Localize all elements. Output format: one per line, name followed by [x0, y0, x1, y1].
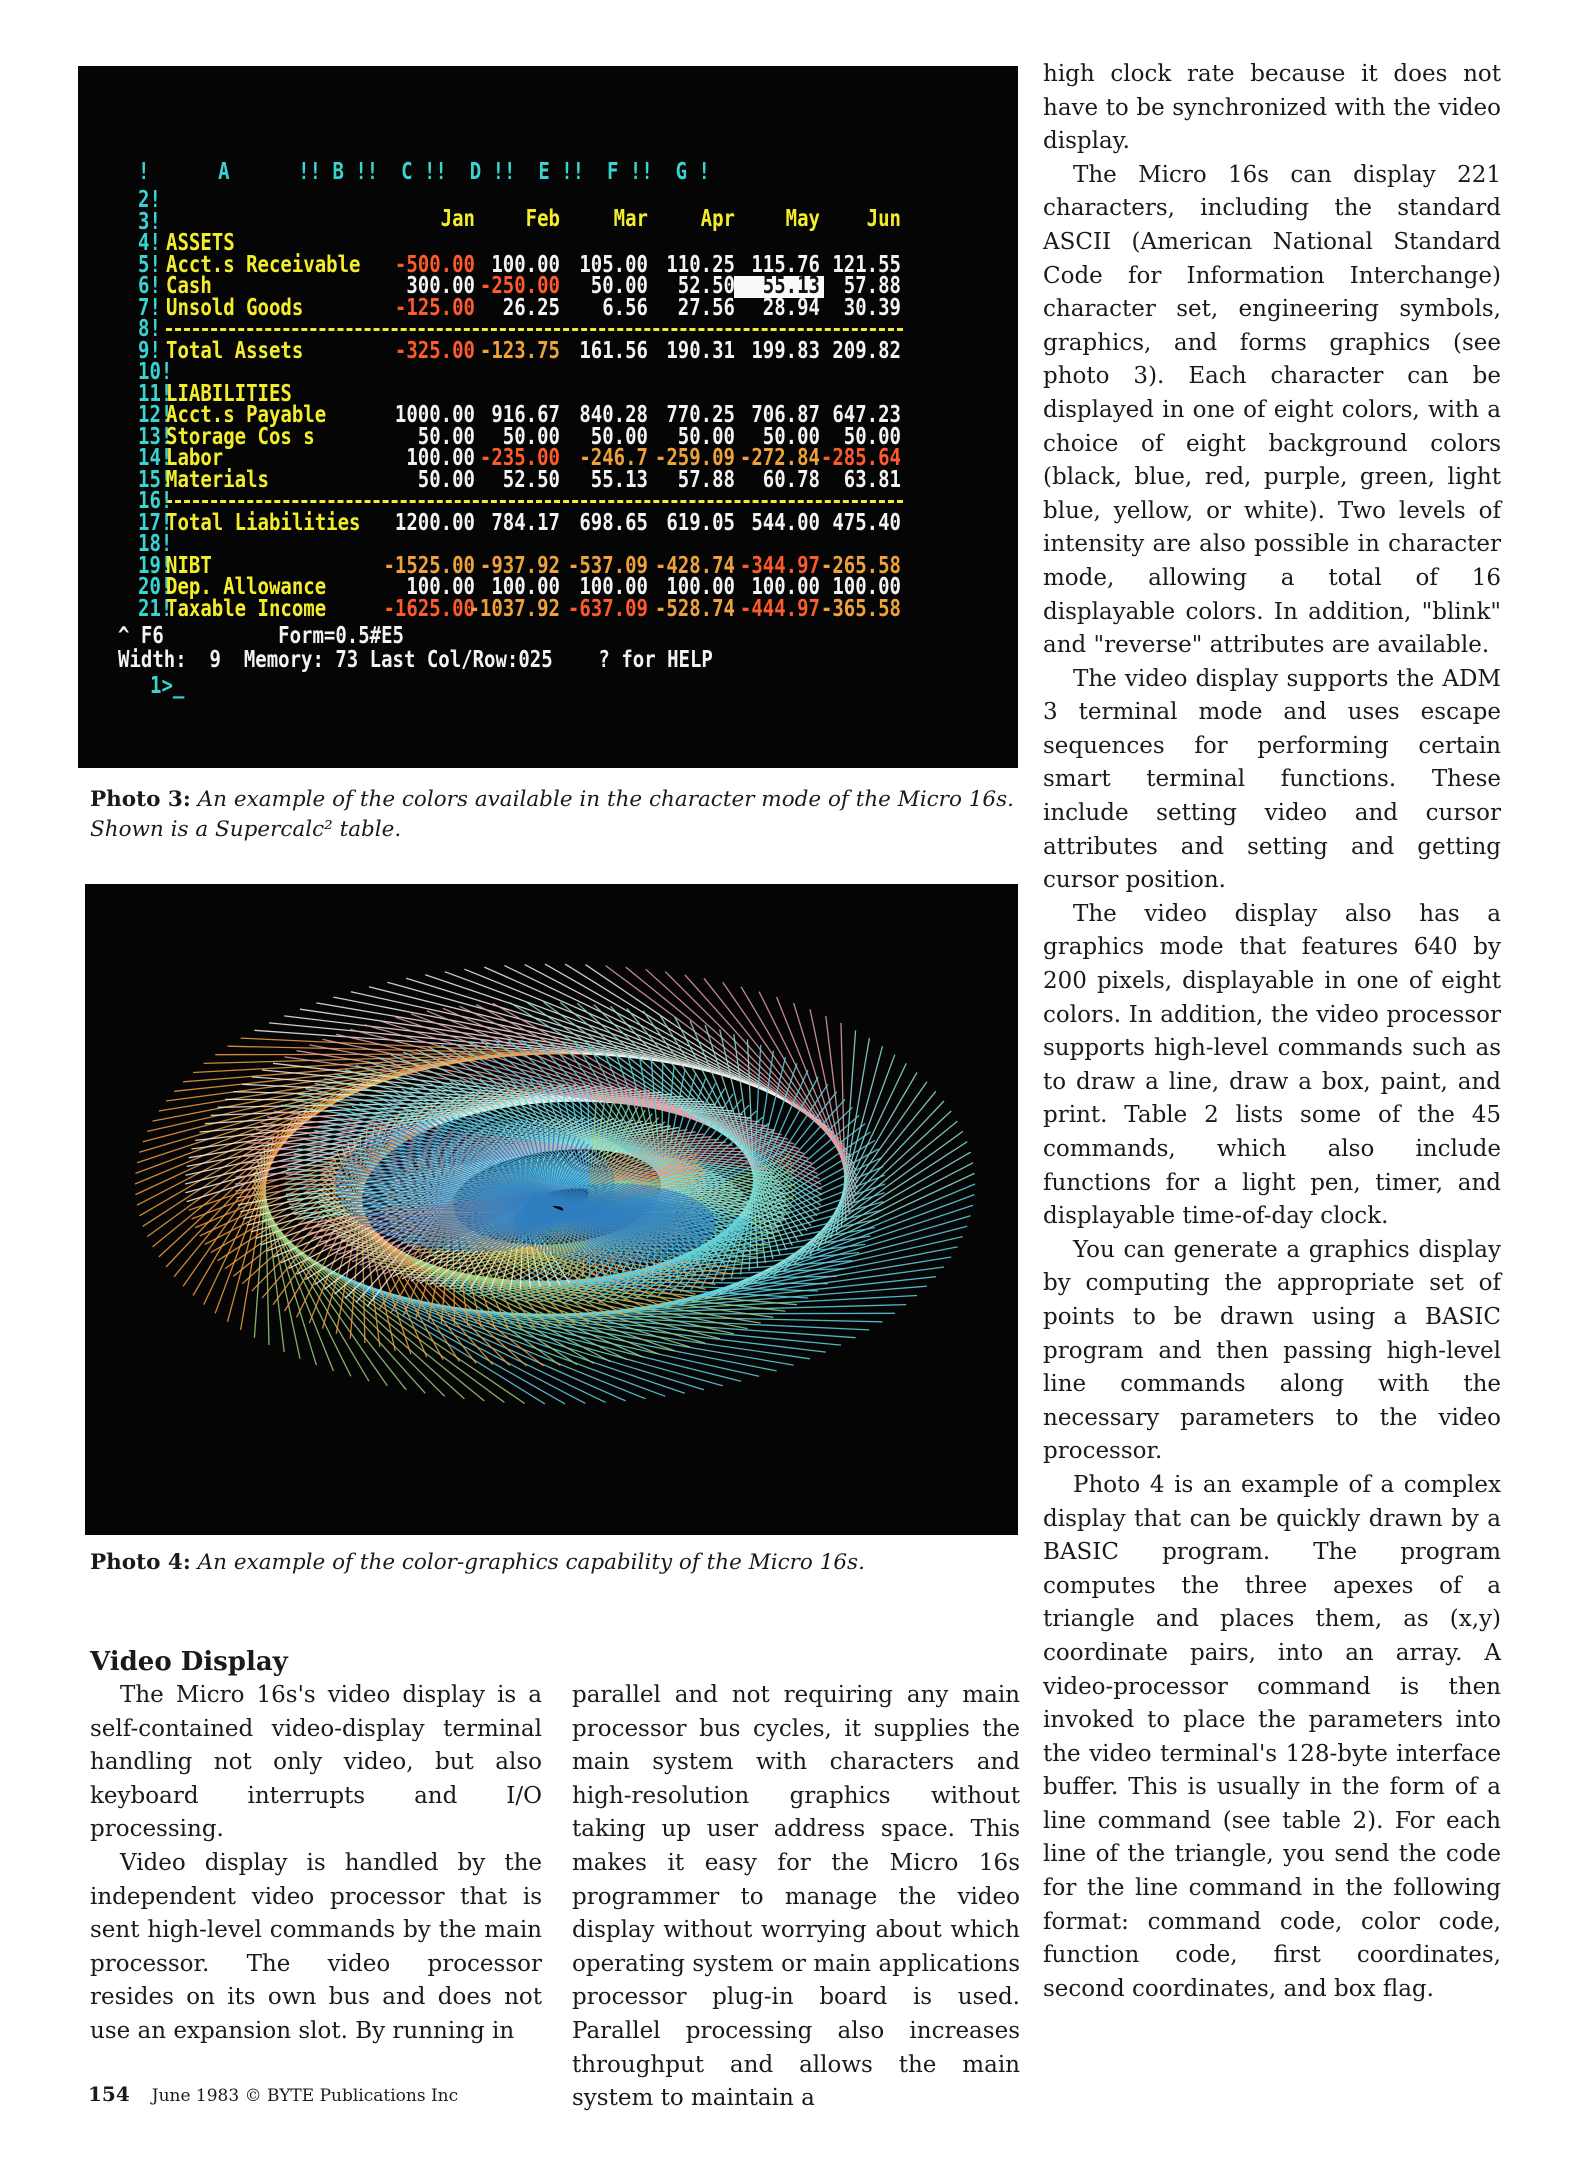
- section-heading: Video Display: [90, 1647, 288, 1677]
- cell-value: 50.00: [762, 423, 820, 450]
- page-number: 154: [88, 2082, 130, 2106]
- cell-value: 698.65: [579, 509, 648, 536]
- cell-value: 190.31: [666, 337, 735, 364]
- command-prompt: [150, 672, 185, 700]
- row-number: 8!: [138, 315, 161, 343]
- cell-value: 30.39: [843, 294, 901, 321]
- cell-value: -325.00: [394, 337, 475, 364]
- cell-value: 619.05: [666, 509, 735, 536]
- left-column-text: [90, 1645, 542, 2049]
- row-number: 15!: [138, 466, 173, 493]
- cell-value: 27.56: [677, 294, 735, 321]
- month-header: Apr: [700, 205, 735, 233]
- cell-value: 50.00: [417, 423, 475, 450]
- cell-value: 840.28: [579, 401, 648, 429]
- month-header: Feb: [525, 205, 560, 233]
- status-line-1-text: ^ F6 Form=0.5#E5: [118, 622, 404, 650]
- caption-label: Photo 3:: [90, 787, 191, 812]
- row-number: 6!: [138, 272, 161, 300]
- month-header: Mar: [613, 205, 648, 233]
- row-label: LIABILITIES: [166, 380, 292, 407]
- paragraph: The video display also has a graphics mode that features 640 by 200 pixels, displayable in one of eight colors. In addition, the video processor supports high-level commands such as to draw a line, draw a box, paint, and print. Table 2 lists some of the 45 commands, which also include functions for a light pen, timer, and displayable time-of-day clock.: [1043, 900, 1501, 1230]
- cell-value: 100.00: [491, 251, 560, 278]
- separator-line: [166, 328, 903, 331]
- caption-text: An example of the color-graphics capability of the Micro 16s.: [197, 1550, 865, 1575]
- cell-value: -1625.00: [383, 595, 475, 622]
- cell-value: 100.00: [406, 573, 475, 601]
- cell-value: -528.74: [654, 595, 735, 622]
- cell-value: 300.00: [406, 272, 475, 300]
- cell-value: 100.00: [406, 444, 475, 472]
- command-prompt-text: 1>_: [150, 672, 185, 700]
- cell-value: 6.56: [602, 294, 648, 321]
- row-number: 18!: [138, 530, 173, 558]
- month-header: Jun: [866, 205, 901, 233]
- cell-value: 544.00: [751, 509, 820, 536]
- cell-value: -272.84: [739, 444, 820, 472]
- cell-value: -265.58: [820, 552, 901, 579]
- cell-value: 647.23: [832, 401, 901, 429]
- cell-value: 105.00: [579, 251, 648, 278]
- status-line-2-text: Width: 9 Memory: 73 Last Col/Row:025 ? for HELP: [118, 646, 713, 674]
- cell-value: -365.58: [820, 595, 901, 622]
- cell-value: 115.76: [751, 251, 820, 278]
- row-label: ASSETS: [166, 229, 235, 257]
- paragraph: The video display supports the ADM 3 terminal mode and uses escape sequences for performing certain smart terminal functions. These include setting video and cursor attributes and setting and getting cursor position.: [1043, 665, 1501, 894]
- cell-value: 52.50: [502, 466, 560, 493]
- cell-value: -500.00: [394, 251, 475, 278]
- cell-value: 50.00: [677, 423, 735, 450]
- row-number: 10!: [138, 358, 173, 386]
- cell-value: -537.09: [567, 552, 648, 579]
- row-number: 13!: [138, 423, 173, 450]
- photo-3-caption: [90, 785, 1020, 845]
- cell-value: 50.00: [590, 423, 648, 450]
- row-label: Unsold Goods: [166, 294, 304, 321]
- cell-value: 57.88: [677, 466, 735, 493]
- cell-value: 50.00: [590, 272, 648, 300]
- row-label: Storage Cos s: [166, 423, 315, 450]
- paragraph: You can generate a graphics display by computing the appropriate set of points to be drawn using a BASIC program and then passing high-level line commands along with the necessary parameters to the video processor.: [1043, 1236, 1501, 1465]
- photo-4-graphics: [85, 884, 1018, 1535]
- cell-value: 100.00: [491, 573, 560, 601]
- paragraph: parallel and not requiring any main processor bus cycles, it supplies the main system with characters and high-resolution graphics without taking up user address space. This makes it easy for the Micro 16s programmer to manage the video display without worrying about which operating system or main applications processor plug-in board is used. Parallel processing also increases throughput and allows the main system to maintain a: [572, 1682, 1020, 2112]
- row-label: Acct.s Receivable: [166, 251, 361, 278]
- cell-value: -125.00: [394, 294, 475, 321]
- row-number: 2!: [138, 186, 161, 214]
- cell-value: 100.00: [751, 573, 820, 601]
- row-number: 9!: [138, 337, 161, 364]
- right-column-text: [1043, 58, 1501, 2006]
- cell-value: -259.09: [654, 444, 735, 472]
- cell-value: 60.78: [762, 466, 820, 493]
- cell-value: -937.92: [479, 552, 560, 579]
- cell-value: -428.74: [654, 552, 735, 579]
- cell-value: 161.56: [579, 337, 648, 364]
- caption-text: An example of the colors available in the character mode of the Micro 16s. Shown is a Supercalc² table.: [90, 787, 1014, 842]
- row-label: Dep. Allowance: [166, 573, 327, 601]
- cell-value: 1000.00: [394, 401, 475, 429]
- cell-value: -1037.92: [468, 595, 560, 622]
- cell-value: 784.17: [491, 509, 560, 536]
- paragraph: The Micro 16s's video display is a self-contained video-display terminal handling not only video, but also keyboard interrupts and I/O processing.: [90, 1682, 542, 1843]
- row-label: Materials: [166, 466, 269, 493]
- photo-3-spreadsheet: [78, 66, 1018, 768]
- separator-line: [166, 500, 903, 503]
- row-label: Labor: [166, 444, 224, 472]
- row-label: Taxable Income: [166, 595, 327, 622]
- column-header: [138, 158, 710, 186]
- cell-value: -1525.00: [383, 552, 475, 579]
- row-number: 21!: [138, 595, 173, 622]
- row-number: 7!: [138, 294, 161, 321]
- row-number: 12!: [138, 401, 173, 429]
- middle-column-text: [572, 1679, 1020, 2116]
- row-label: Total Assets: [166, 337, 304, 364]
- cell-value: 1200.00: [394, 509, 475, 536]
- status-line-1: [118, 622, 404, 650]
- status-line-2: [118, 646, 713, 674]
- caption-label: Photo 4:: [90, 1550, 191, 1575]
- row-number: 11!: [138, 380, 173, 407]
- row-number: 16!: [138, 487, 173, 515]
- page-footer: [88, 2082, 458, 2106]
- cell-value: 916.67: [491, 401, 560, 429]
- cell-value: 26.25: [502, 294, 560, 321]
- cell-value: 706.87: [751, 401, 820, 429]
- cell-value: -344.97: [739, 552, 820, 579]
- cell-value: -285.64: [820, 444, 901, 472]
- row-number: 19!: [138, 552, 173, 579]
- row-label: Total Liabilities: [166, 509, 361, 536]
- cell-value: 100.00: [832, 573, 901, 601]
- cell-value: 50.00: [502, 423, 560, 450]
- cell-value: 100.00: [579, 573, 648, 601]
- cell-value: 110.25: [666, 251, 735, 278]
- cell-value: 100.00: [666, 573, 735, 601]
- cell-value: 770.25: [666, 401, 735, 429]
- cell-value: 475.40: [832, 509, 901, 536]
- cell-value: 209.82: [832, 337, 901, 364]
- paragraph: Video display is handled by the independent video processor that is sent high-level commands by the main processor. The video processor resides on its own bus and does not use an expansion slot. By running in: [90, 1849, 542, 2044]
- cell-value: -444.97: [739, 595, 820, 622]
- cell-value: 50.00: [417, 466, 475, 493]
- paragraph: Photo 4 is an example of a complex display that can be quickly drawn by a BASIC program. The program computes the three apexes of a triangle and places them, as (x,y) coordinate pairs, into an array. A video-processor command is then invoked to place the parameters into the video terminal's 128-byte interface buffer. This is usually in the form of a line command (see table 2). For each line of the triangle, you send the code for the line command in the following format: command code, color code, function code, first coordinates, second coordinates, and box flag.: [1043, 1471, 1501, 2002]
- row-label: NIBT: [166, 552, 212, 579]
- spiral-graphic: [85, 884, 1018, 1535]
- month-header: May: [785, 205, 820, 233]
- paragraph: high clock rate because it does not have to be synchronized with the video display.: [1043, 61, 1501, 155]
- cell-value: 50.00: [843, 423, 901, 450]
- column-header-text: ! A !! B !! C !! D !! E !! F !! G !: [138, 158, 710, 186]
- row-number: 20!: [138, 573, 173, 601]
- footer-text: June 1983 © BYTE Publications Inc: [151, 2086, 459, 2106]
- row-number: 5!: [138, 251, 161, 278]
- paragraph: The Micro 16s can display 221 characters, including the standard ASCII (American National Standard Code for Information Interchange) character set, engineering symbols, graphics, and forms graphics (see photo 3). Each character can be displayed in one of eight colors, with a choice of eight background colors (black, blue, red, purple, green, light blue, yellow, or white). Two levels of intensity are also possible in character mode, allowing a total of 16 displayable colors. In addition, "blink" and "reverse" attributes are available.: [1043, 161, 1501, 659]
- cell-value: -637.09: [567, 595, 648, 622]
- photo-4-caption: [90, 1548, 1020, 1578]
- cell-value: 52.50: [677, 272, 735, 300]
- row-number: 17!: [138, 509, 173, 536]
- cell-value: 55.13: [762, 272, 820, 300]
- cell-value: 28.94: [762, 294, 820, 321]
- cell-value: -250.00: [479, 272, 560, 300]
- row-label: Cash: [166, 272, 212, 300]
- cell-value: 121.55: [832, 251, 901, 278]
- cell-value: 57.88: [843, 272, 901, 300]
- row-number: 14!: [138, 444, 173, 472]
- cell-value: 55.13: [590, 466, 648, 493]
- row-number: 4!: [138, 229, 161, 257]
- cell-value: 63.81: [843, 466, 901, 493]
- month-header: Jan: [440, 205, 475, 233]
- cell-value: -246.7: [579, 444, 648, 472]
- row-number: 3!: [138, 208, 161, 235]
- cell-value: -235.00: [479, 444, 560, 472]
- cell-value: -123.75: [479, 337, 560, 364]
- cell-value: 199.83: [751, 337, 820, 364]
- row-label: Acct.s Payable: [166, 401, 327, 429]
